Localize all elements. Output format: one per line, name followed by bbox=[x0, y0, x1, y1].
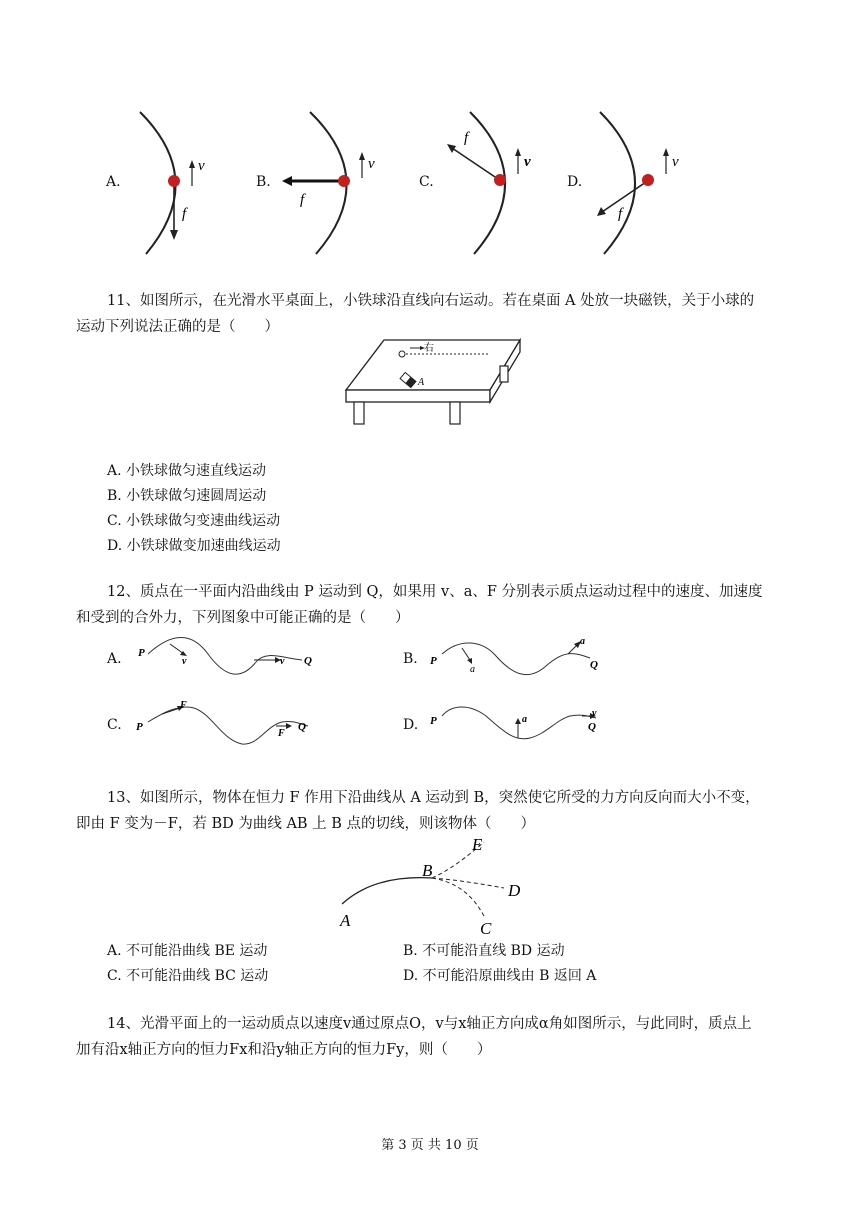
q12-c-f2: F bbox=[278, 728, 285, 739]
q12-b-q: Q bbox=[590, 659, 598, 671]
q10-b-v-label: v bbox=[368, 156, 375, 172]
q13-option-c: C. 不可能沿曲线 BC 运动 bbox=[107, 968, 269, 984]
q10-c-f-label: f bbox=[464, 130, 469, 146]
q12-d-q: Q bbox=[588, 721, 596, 733]
q12-d-v: v bbox=[592, 708, 597, 719]
q13-label-d: D bbox=[508, 881, 521, 900]
q12-d-a: a bbox=[522, 714, 527, 725]
q12-option-a-label: A. bbox=[107, 651, 122, 667]
q11-stem-line2: 运动下列说法正确的是（ ） bbox=[76, 319, 279, 335]
q10-a-v-label: v bbox=[198, 158, 205, 174]
q13-label-a: A bbox=[340, 911, 351, 930]
q13-option-d: D. 不可能沿原曲线由 B 返回 A bbox=[403, 968, 597, 984]
q12-option-c-label: C. bbox=[107, 717, 122, 733]
q13-stem-line1: 13、如图所示，物体在恒力 F 作用下沿曲线从 A 运动到 B，突然使它所受的力方向反向而大小不变， bbox=[107, 790, 760, 806]
q11-a-label: A bbox=[418, 377, 425, 388]
q12-b-a1: a bbox=[470, 664, 475, 675]
q10-b-f-label: f bbox=[300, 192, 305, 208]
q10-option-b-diagram bbox=[270, 108, 380, 258]
q12-a-v2: v bbox=[280, 656, 285, 667]
q10-option-c-diagram bbox=[440, 108, 550, 258]
q12-option-d-label: D. bbox=[403, 717, 419, 733]
q10-option-b-label: B. bbox=[256, 174, 271, 190]
q10-d-v-label: v bbox=[672, 154, 679, 170]
q10-option-a-label: A. bbox=[106, 174, 121, 190]
q11-option-d: D. 小铁球做变加速曲线运动 bbox=[107, 538, 281, 554]
q13-label-e: E bbox=[472, 835, 483, 854]
q12-c-p: P bbox=[136, 721, 143, 733]
q12-a-q: Q bbox=[304, 655, 312, 667]
q12-b-a2: a bbox=[580, 636, 585, 647]
q10-d-f-label: f bbox=[618, 206, 623, 222]
q10-option-d-diagram bbox=[590, 108, 700, 258]
q13-curve-figure bbox=[332, 832, 542, 936]
q12-option-b-label: B. bbox=[403, 651, 418, 667]
q12-a-p: P bbox=[138, 647, 145, 659]
q14-stem-line2: 加有沿x轴正方向的恒力Fx和沿y轴正方向的恒力Fy，则（ ） bbox=[76, 1042, 492, 1058]
q12-c-f1: F bbox=[180, 700, 187, 711]
q10-option-c-label: C. bbox=[419, 174, 434, 190]
page-footer: 第 3 页 共 10 页 bbox=[381, 1138, 479, 1153]
q11-table-figure bbox=[338, 336, 524, 428]
q12-option-b-diagram bbox=[424, 632, 614, 684]
q10-c-v-label: v bbox=[524, 154, 531, 170]
q12-c-q: Q bbox=[298, 721, 306, 733]
q12-stem-line2: 和受到的合外力，下列图象中可能正确的是（ ） bbox=[76, 610, 410, 626]
q12-d-p: P bbox=[430, 715, 437, 727]
q11-option-c: C. 小铁球做匀变速曲线运动 bbox=[107, 513, 281, 529]
q13-label-c: C bbox=[480, 919, 492, 936]
q12-option-d-diagram bbox=[424, 696, 614, 750]
q12-option-c-diagram bbox=[132, 696, 322, 750]
q13-option-b: B. 不可能沿直线 BD 运动 bbox=[403, 943, 565, 959]
q13-stem-line2: 即由 F 变为－F，若 BD 为曲线 AB 上 B 点的切线，则该物体（ ） bbox=[76, 816, 536, 832]
q10-option-a-diagram bbox=[130, 108, 220, 258]
q11-right-label: 右 bbox=[424, 343, 434, 354]
q13-label-b: B bbox=[422, 861, 433, 880]
q12-b-p: P bbox=[430, 655, 437, 667]
q13-option-a: A. 不可能沿曲线 BE 运动 bbox=[107, 943, 268, 959]
q11-option-b: B. 小铁球做匀速圆周运动 bbox=[107, 488, 267, 504]
q12-option-a-diagram bbox=[132, 632, 322, 684]
q10-a-f-label: f bbox=[182, 206, 187, 222]
q10-option-d-label: D. bbox=[567, 174, 583, 190]
q11-stem-line1: 11、如图所示，在光滑水平桌面上，小铁球沿直线向右运动。若在桌面 A 处放一块磁铁，关于小球的 bbox=[107, 293, 755, 309]
q12-stem-line1: 12、质点在一平面内沿曲线由 P 运动到 Q，如果用 v、a、F 分别表示质点运动过程中的速度、加速度 bbox=[107, 584, 763, 600]
q11-option-a: A. 小铁球做匀速直线运动 bbox=[107, 463, 267, 479]
q14-stem-line1: 14、光滑平面上的一运动质点以速度v通过原点O，v与x轴正方向成α角如图所示，与此同时，质点上 bbox=[107, 1016, 752, 1032]
q12-a-v1: v bbox=[182, 656, 187, 667]
